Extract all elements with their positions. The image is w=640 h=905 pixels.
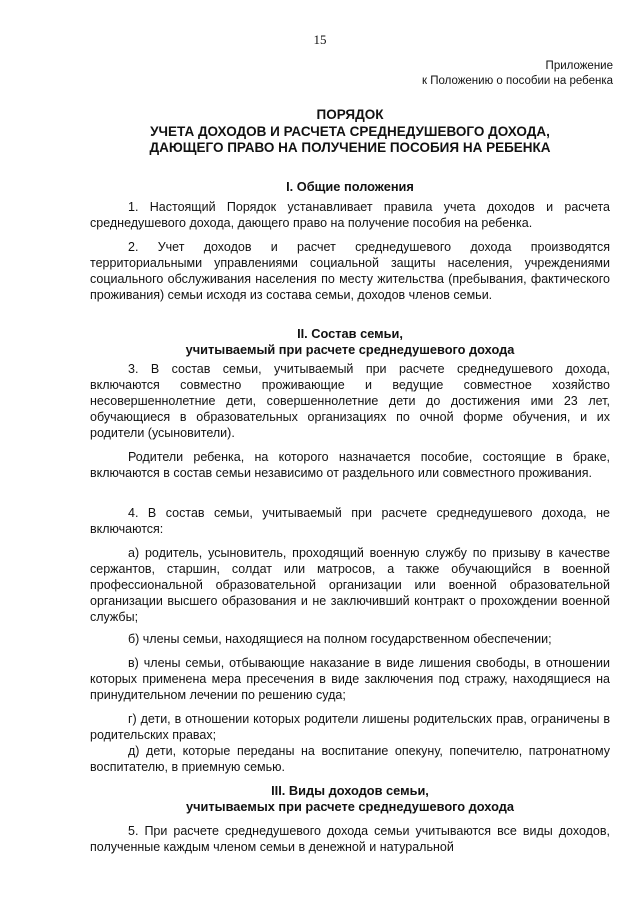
paragraph-3-continued: Родители ребенка, на которого назначается пособие, состоящие в браке, включаются в состав семьи независимо от раздельного или совместного проживания. bbox=[90, 450, 610, 480]
section-1-heading-text: I. Общие положения bbox=[286, 179, 414, 194]
paragraph-2: 2. Учет доходов и расчет среднедушевого дохода производятся территориальными управлениями социальной защиты населения, учреждениями социального обслуживания населения по месту жительства (пребывания, фактического проживания) семьи исходя из состава семьи, доходов членов семьи. bbox=[90, 240, 610, 302]
section-3-heading-line-1: III. Виды доходов семьи, bbox=[271, 783, 429, 798]
page-number: 15 bbox=[313, 32, 327, 47]
appendix-note bbox=[313, 59, 613, 89]
appendix-line-2: к Положению о пособии на ребенка bbox=[421, 75, 613, 87]
section-2-heading-line-1: II. Состав семьи, bbox=[297, 326, 403, 341]
document-title bbox=[90, 107, 610, 157]
section-2-heading bbox=[90, 326, 610, 358]
paragraph-5: 5. При расчете среднедушевого дохода семьи учитываются все виды доходов, полученные каждым членом семьи в денежной и натуральной bbox=[90, 824, 610, 854]
paragraph-4b: б) члены семьи, находящиеся на полном государственном обеспечении; bbox=[128, 632, 552, 646]
section-1-heading bbox=[90, 179, 610, 195]
section-3-heading-line-2: учитываемых при расчете среднедушевого дохода bbox=[185, 799, 514, 814]
paragraph-4c: в) члены семьи, отбывающие наказание в виде лишения свободы, в отношении которых применена мера пресечения в виде заключения под стражу, находящиеся на принудительном лечении по решению суда; bbox=[90, 656, 610, 702]
section-3-heading bbox=[90, 783, 610, 815]
title-line-3: ДАЮЩЕГО ПРАВО НА ПОЛУЧЕНИЕ ПОСОБИЯ НА РЕБЕНКА bbox=[149, 140, 551, 155]
paragraph-3: 3. В состав семьи, учитываемый при расчете среднедушевого дохода, включаются совместно проживающие и ведущие совместное хозяйство несовершеннолетние дети, совершеннолетние дети до достижения ими 23 лет, обучающиеся в образовательных организациях по очной форме обучения, и их родители (усыновители). bbox=[90, 362, 610, 440]
title-line-2: УЧЕТА ДОХОДОВ И РАСЧЕТА СРЕДНЕДУШЕВОГО ДОХОДА, bbox=[150, 123, 550, 139]
appendix-line-1: Приложение bbox=[545, 60, 613, 72]
paragraph-4a: а) родитель, усыновитель, проходящий военную службу по призыву в качестве сержантов, старшин, солдат или матросов, а также обучающийся в военной профессиональной образовательной организации или военной образовательной организации высшего образования и не заключивший контракт о прохождении военной службы; bbox=[90, 546, 610, 624]
paragraph-4e: д) дети, которые переданы на воспитание опекуну, попечителю, патронатному воспитателю, в приемную семью. bbox=[90, 744, 610, 774]
paragraph-4: 4. В состав семьи, учитываемый при расчете среднедушевого дохода, не включаются: bbox=[90, 506, 610, 536]
paragraph-1: 1. Настоящий Порядок устанавливает правила учета доходов и расчета среднедушевого дохода, дающего право на получение пособия на ребенка. bbox=[90, 200, 610, 230]
title-line-1: ПОРЯДОК bbox=[316, 107, 384, 122]
paragraph-4d: г) дети, в отношении которых родители лишены родительских прав, ограничены в родительских правах; bbox=[90, 712, 610, 742]
section-2-heading-line-2: учитываемый при расчете среднедушевого дохода bbox=[185, 342, 515, 357]
